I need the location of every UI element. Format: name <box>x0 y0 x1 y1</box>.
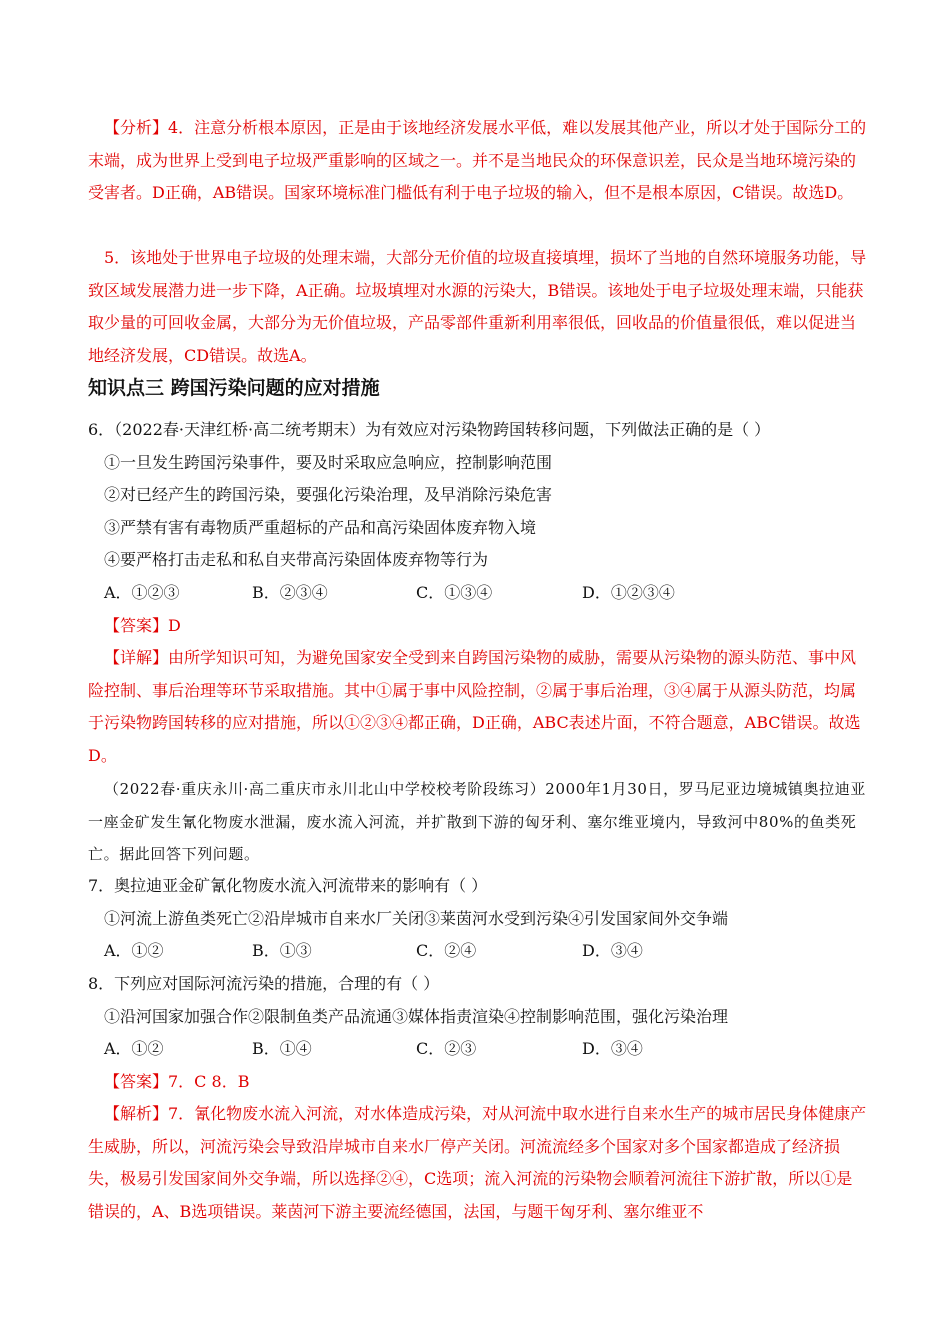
q8-option-d: D．③④ <box>582 1039 643 1058</box>
q6-options <box>104 577 864 609</box>
q6-detail: 【详解】由所学知识可知，为避免国家安全受到来自跨国污染物的威胁，需要从污染物的源头防范、事中风险控制、事后治理等环节采取措施。其中①属于事中风险控制，②属于事后治理，③④属于从源头防范，均属于污染物跨国转移的应对措施，所以①②③④都正确，D正确，ABC表述片面，不符合题意，ABC错误。故选D。 <box>88 648 861 765</box>
q8-option-a: A．①② <box>104 1039 164 1058</box>
q7-option-b: B．①③ <box>252 941 312 960</box>
q6-option-b: B．②③④ <box>252 583 328 602</box>
q6-item-1: ①一旦发生跨国污染事件，要及时采取应急响应，控制影响范围 <box>104 453 553 472</box>
reading-passage: （2022春·重庆永川·高二重庆市永川北山中学校校考阶段练习）2000年1月30日，罗马尼亚边境城镇奥拉迪亚一座金矿发生氰化物废水泄漏，废水流入河流，并扩散到下游的匈牙利、塞尔维亚境内，导致河中80%的鱼类死亡。据此回答下列问题。 <box>88 780 866 863</box>
q6-item-2: ②对已经产生的跨国污染，要强化污染治理，及早消除污染危害 <box>104 485 553 504</box>
q6-answer: 【答案】D <box>104 616 181 635</box>
q7-items: ①河流上游鱼类死亡②沿岸城市自来水厂关闭③莱茵河水受到污染④引发国家间外交争端 <box>104 909 729 928</box>
q78-analysis: 【解析】7．氰化物废水流入河流，对水体造成污染，对从河流中取水进行自来水生产的城市居民身体健康产生威胁，所以，河流污染会导致沿岸城市自来水厂停产关闭。河流流经多个国家对多个国家都造成了经济损失，极易引发国家间外交争端，所以选择②④，C选项；流入河流的污染物会顺着河流往下游扩散，所以①是错误的，A、B选项错误。莱茵河下游主要流经德国，法国，与题干匈牙利、塞尔维亚不 <box>88 1104 867 1221</box>
q5-analysis: 5．该地处于世界电子垃圾的处理末端，大部分无价值的垃圾直接填埋，损坏了当地的自然环境服务功能，导致区域发展潜力进一步下降，A正确。垃圾填埋对水源的污染大，B错误。该地处于电子垃圾处理末端，只能获取少量的可回收金属，大部分为无价值垃圾，产品零部件重新利用率很低，回收品的价值量很低，难以促进当地经济发展，CD错误。故选A。 <box>88 248 867 365</box>
section-heading: 知识点三 跨国污染问题的应对措施 <box>88 377 380 399</box>
q8-options <box>104 1033 864 1065</box>
q8-option-b: B．①④ <box>252 1039 312 1058</box>
q6-stem: 6．（2022春·天津红桥·高二统考期末）为有效应对污染物跨国转移问题，下列做法正确的是（ ） <box>88 420 771 439</box>
q8-stem: 8．下列应对国际河流污染的措施，合理的有（ ） <box>88 974 440 993</box>
q6-item-4: ④要严格打击走私和私自夹带高污染固体废弃物等行为 <box>104 550 489 569</box>
q7-options <box>104 935 864 967</box>
q6-option-a: A．①②③ <box>104 583 180 602</box>
q6-item-3: ③严禁有害有毒物质严重超标的产品和高污染固体废弃物入境 <box>104 518 537 537</box>
q6-option-d: D．①②③④ <box>582 583 675 602</box>
q7-option-a: A．①② <box>104 941 164 960</box>
q7-option-d: D．③④ <box>582 941 643 960</box>
q78-answer: 【答案】7．C 8．B <box>104 1072 250 1091</box>
q8-items: ①沿河国家加强合作②限制鱼类产品流通③媒体指责渲染④控制影响范围，强化污染治理 <box>104 1007 729 1026</box>
q7-option-c: C．②④ <box>416 941 477 960</box>
q7-stem: 7．奥拉迪亚金矿氰化物废水流入河流带来的影响有（ ） <box>88 876 488 895</box>
q6-option-c: C．①③④ <box>416 583 493 602</box>
q8-option-c: C．②③ <box>416 1039 477 1058</box>
q4-analysis: 【分析】4．注意分析根本原因，正是由于该地经济发展水平低，难以发展其他产业，所以才处于国际分工的末端，成为世界上受到电子垃圾严重影响的区域之一。并不是当地民众的环保意识差，民众是当地环境污染的受害者。D正确，AB错误。国家环境标准门槛低有利于电子垃圾的输入，但不是根本原因，C错误。故选D。 <box>88 118 867 202</box>
